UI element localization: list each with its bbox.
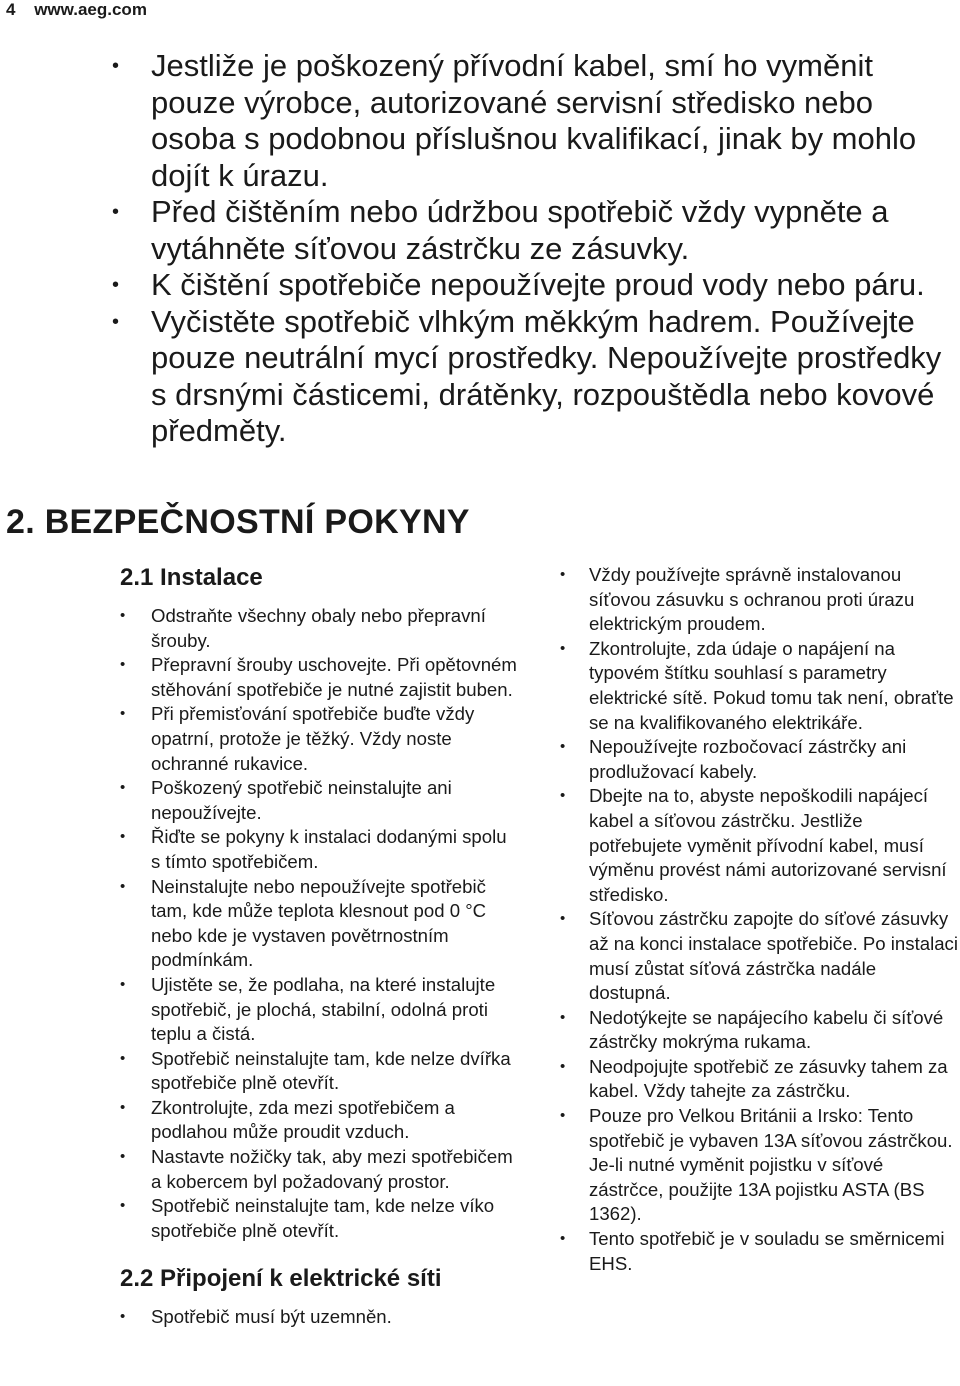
electrical-list-continued — [560, 563, 960, 1276]
bullet-icon: • — [560, 1008, 566, 1026]
installation-list — [120, 604, 520, 1243]
list-item: • Poškozený spotřebič neinstalujte ani nepoužívejte. — [120, 777, 452, 823]
left-column — [120, 560, 520, 1330]
electrical-list — [120, 1305, 520, 1330]
site-url: www.aeg.com — [34, 0, 147, 19]
list-item: • Jestliže je poškozený přívodní kabel, smí ho vyměnit pouze výrobce, autorizované servisní středisko nebo osoba s podobnou příslušnou kvalifikací, jinak by mohlo dojít k úrazu. — [112, 48, 917, 193]
bullet-icon: • — [112, 201, 120, 223]
list-item: • Před čištěním nebo údržbou spotřebič vždy vypněte a vytáhněte síťovou zástrčku ze zásuvky. — [112, 194, 889, 266]
page-header — [6, 0, 147, 20]
bullet-icon: • — [560, 910, 566, 928]
list-item: • Spotřebič musí být uzemněn. — [120, 1305, 520, 1330]
list-item: • Neodpojujte spotřebič ze zásuvky tahem za kabel. Vždy tahejte za zástrčku. — [560, 1055, 948, 1102]
list-item: • Při přemisťování spotřebiče buďte vždy opatrní, protože je těžký. Vždy noste ochranné rukavice. — [120, 703, 475, 774]
list-item: • Zkontrolujte, zda mezi spotřebičem a podlahou může proudit vzduch. — [120, 1096, 455, 1143]
list-item: • Tento spotřebič je v souladu se směrnicemi EHS. — [560, 1228, 945, 1274]
list-item: • Pouze pro Velkou Británii a Irsko: Tento spotřebič je vybaven 13A síťovou zástrčkou. Je-li nutné vyměnit pojistku v síťové zástrčce, použijte 13A pojistku ASTA (BS 1362). — [560, 1105, 953, 1225]
list-item: • Vždy používejte správně instalovanou síťovou zásuvku s ochranou proti úrazu elektrickým proudem. — [560, 564, 915, 635]
bullet-icon: • — [120, 1308, 126, 1326]
list-item: • Spotřebič neinstalujte tam, kde nelze víko spotřebiče plně otevřít. — [120, 1195, 495, 1241]
list-item: • Řiďte se pokyny k instalaci dodanými spolu s tímto spotřebičem. — [120, 826, 507, 872]
bullet-icon: • — [120, 656, 126, 674]
bullet-icon: • — [120, 828, 126, 846]
bullet-icon: • — [120, 779, 126, 797]
bullet-icon: • — [120, 1197, 126, 1215]
list-item: • Přepravní šrouby uschovejte. Při opětovném stěhování spotřebiče je nutné zajistit buben. — [120, 654, 517, 700]
top-bullet-list — [112, 48, 942, 450]
page-number: 4 — [6, 0, 16, 19]
bullet-icon: • — [120, 877, 126, 895]
electrical-title: 2.2 Připojení k elektrické síti — [120, 1265, 442, 1293]
list-item: • Nastavte nožičky tak, aby mezi spotřebičem a kobercem byl požadovaný prostor. — [120, 1146, 513, 1192]
bullet-icon: • — [560, 787, 566, 805]
list-item: • Nedotýkejte se napájecího kabelu či síťové zástrčky mokrýma rukama. — [560, 1006, 944, 1053]
bullet-icon: • — [112, 274, 120, 296]
bullet-icon: • — [120, 607, 126, 624]
list-item: • Spotřebič neinstalujte tam, kde nelze dvířka spotřebiče plně otevřít. — [120, 1047, 511, 1094]
list-item: • Zkontrolujte, zda údaje o napájení na typovém štítku souhlasí s parametry elektrické sítě. Pokud tomu tak není, obraťte se na kvalifikovaného elektrikáře. — [560, 637, 954, 733]
list-item: • Nepoužívejte rozbočovací zástrčky ani prodlužovací kabely. — [560, 736, 907, 782]
bullet-icon: • — [120, 1049, 126, 1067]
right-column — [560, 563, 960, 1276]
list-item: • Neinstalujte nebo nepoužívejte spotřebič tam, kde může teplota klesnout pod 0 °C nebo kde je vystaven povětrnostním podmínkám. — [120, 875, 487, 971]
bullet-icon: • — [120, 1148, 126, 1166]
bullet-icon: • — [120, 705, 126, 723]
installation-title: 2.1 Instalace — [120, 564, 263, 591]
bullet-icon: • — [120, 1098, 126, 1116]
bullet-icon: • — [112, 310, 120, 333]
bullet-icon: • — [560, 566, 566, 583]
list-item: • Vyčistěte spotřebič vlhkým měkkým hadrem. Používejte pouze neutrální mycí prostředky. Nepoužívejte prostředky s drsnými částicemi, drátěnky, rozpouštědla nebo kovové předměty. — [112, 303, 942, 448]
section-title: 2. BEZPEČNOSTNÍ POKYNY — [6, 503, 470, 541]
bullet-icon: • — [112, 55, 120, 77]
bullet-icon: • — [560, 639, 566, 657]
bullet-icon: • — [560, 738, 566, 756]
list-item: • Odstraňte všechny obaly nebo přepravní šrouby. — [120, 605, 486, 651]
bullet-icon: • — [560, 1057, 566, 1075]
list-item: • Síťovou zástrčku zapojte do síťové zásuvky až na konci instalace spotřebiče. Po instalaci musí zůstat síťová zástrčka nadále dostupná. — [560, 908, 958, 1004]
bullet-icon: • — [560, 1107, 566, 1125]
list-item: • K čištění spotřebiče nepoužívejte proud vody nebo páru. — [112, 267, 925, 302]
list-item: • Ujistěte se, že podlaha, na které instalujte spotřebič, je plochá, stabilní, odolná proti teplu a čistá. — [120, 973, 496, 1045]
bullet-icon: • — [560, 1230, 566, 1248]
list-item: • Dbejte na to, abyste nepoškodili napájecí kabel a síťovou zástrčku. Jestliže potřebujete vyměnit přívodní kabel, musí výměnu provést námi autorizované servisní středisko. — [560, 785, 947, 905]
bullet-icon: • — [120, 975, 126, 993]
